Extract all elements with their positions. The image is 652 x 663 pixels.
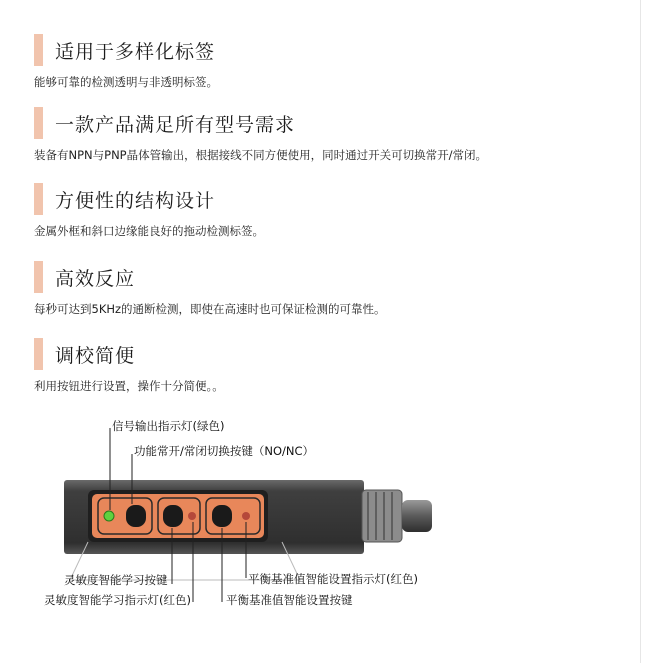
balance-button — [212, 505, 232, 527]
sensitivity-led-label: 灵敏度智能学习指示灯(红色) — [44, 593, 191, 607]
feature-section-5 — [34, 338, 224, 394]
balance-button-label: 平衡基准值智能设置按键 — [226, 593, 353, 607]
section-title: 调校简便 — [55, 344, 136, 367]
no-nc-button — [126, 505, 146, 527]
section-description: 能够可靠的检测透明与非透明标签。 — [34, 75, 218, 89]
section-description: 装备有NPN与PNP晶体管输出，根据接线不同方便使用，同时通过开关可切换常开/常闭。 — [34, 148, 487, 162]
feature-section-4 — [34, 261, 386, 317]
sensitivity-led — [188, 512, 196, 520]
sensitivity-button — [163, 505, 183, 527]
section-title: 一款产品满足所有型号需求 — [55, 113, 296, 136]
no-nc-button-label: 功能常开/常闭切换按键（NO/NC） — [134, 444, 315, 458]
section-accent-bar — [34, 107, 43, 139]
section-accent-bar — [34, 261, 43, 293]
section-title: 适用于多样化标签 — [55, 40, 216, 63]
section-accent-bar — [34, 34, 43, 66]
balance-led — [242, 512, 250, 520]
sensitivity-button-label: 灵敏度智能学习按键 — [64, 573, 168, 587]
section-accent-bar — [34, 338, 43, 370]
section-description: 金属外框和斜口边缘能良好的拖动检测标签。 — [34, 224, 264, 238]
signal-led-label: 信号输出指示灯(绿色) — [112, 419, 225, 433]
section-description: 每秒可达到5KHz的通断检测，即使在高速时也可保证检测的可靠性。 — [34, 302, 386, 316]
feature-section-1 — [34, 34, 218, 90]
section-description: 利用按钮进行设置，操作十分简便。。 — [34, 379, 224, 393]
section-title: 高效反应 — [55, 267, 136, 290]
sensor-illustration — [0, 410, 652, 663]
sensor-cable — [402, 500, 432, 532]
sensor-diagram — [0, 410, 652, 663]
signal-led — [104, 511, 114, 521]
balance-led-label: 平衡基准值智能设置指示灯(红色) — [248, 572, 418, 586]
feature-section-2 — [34, 107, 487, 163]
feature-section-3 — [34, 183, 264, 239]
section-accent-bar — [34, 183, 43, 215]
section-title: 方便性的结构设计 — [55, 189, 216, 212]
